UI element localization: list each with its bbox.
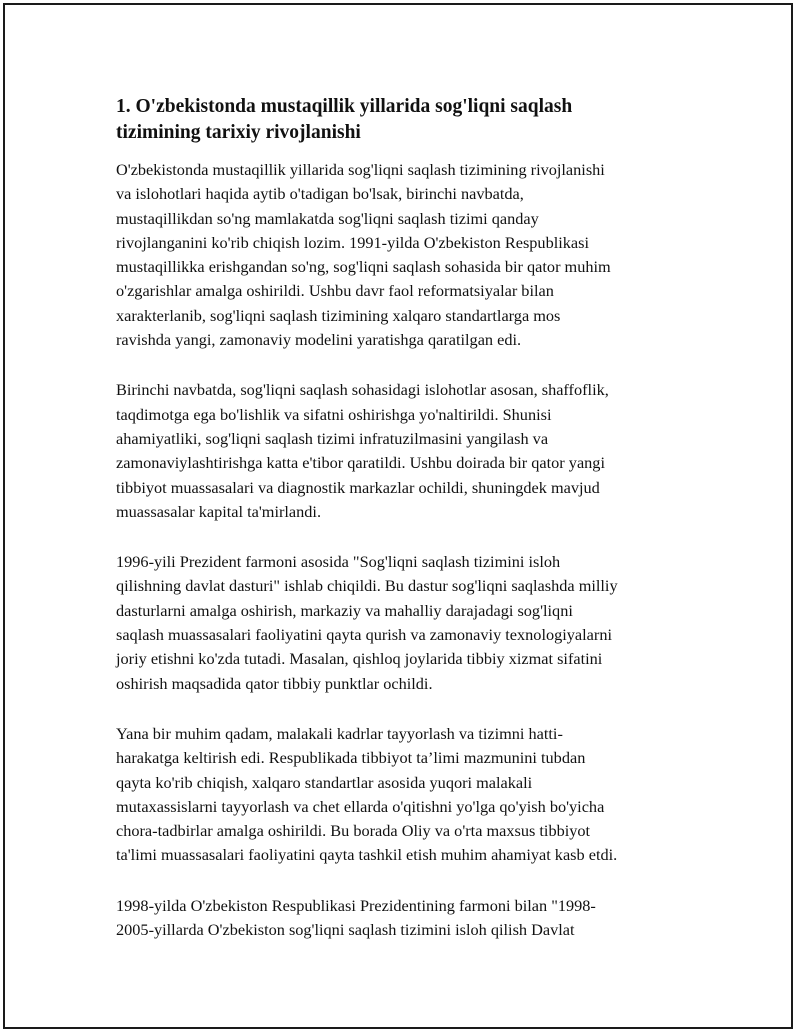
paragraph-1 [116, 158, 706, 352]
text-line: 2005-yillarda O'zbekiston sog'liqni saqlash tizimini isloh qilish Davlat [116, 920, 575, 940]
text-line: mustaqillikka erishgandan so'ng, sog'liqni saqlash sohasida bir qator muhim [116, 257, 611, 277]
title-line: 1. O'zbekistonda mustaqillik yillarida sog'liqni saqlash [116, 96, 573, 117]
text-line: joriy etishni ko'zda tutadi. Masalan, qishloq joylarida tibbiy xizmat sifatini [116, 649, 603, 669]
text-line: Birinchi navbatda, sog'liqni saqlash sohasidagi islohotlar asosan, shaffoflik, [116, 380, 609, 400]
text-line: rivojlanganini ko'rib chiqish lozim. 1991-yilda O'zbekiston Respublikasi [116, 232, 589, 252]
text-line: mustaqillikdan so'ng mamlakatda sog'liqni saqlash tizimi qanday [116, 208, 539, 228]
text-line: muassasalar kapital ta'mirlandi. [116, 501, 322, 521]
paragraph-5 [116, 894, 706, 943]
text-line: va islohotlari haqida aytib o'tadigan bo'lsak, birinchi navbatda, [116, 184, 524, 204]
paragraph-2 [116, 378, 706, 524]
text-line: o'zgarishlar amalga oshirildi. Ushbu davr faol reformatsiyalar bilan [116, 281, 554, 301]
title-line: tizimining tarixiy rivojlanishi [116, 122, 361, 143]
text-line: qayta ko'rib chiqish, xalqaro standartlar asosida yuqori malakali [116, 772, 533, 792]
document-body [116, 94, 706, 968]
text-line: O'zbekistonda mustaqillik yillarida sog'liqni saqlash tizimining rivojlanishi [116, 160, 605, 179]
text-line: ahamiyatliki, sog'liqni saqlash tizimi infratuzilmasini yangilash va [116, 428, 549, 448]
text-line: mutaxassislarni tayyorlash va chet ellarda o'qitishni yo'lga qo'yish bo'yicha [116, 796, 605, 816]
text-line: dasturlarni amalga oshirish, markaziy va mahalliy darajadagi sog'liqni [116, 600, 573, 620]
text-line: zamonaviylashtirishga katta e'tibor qaratildi. Ushbu doirada bir qator yangi [116, 453, 605, 473]
paragraph-3 [116, 550, 706, 696]
text-line: 1996-yili Prezident farmoni asosida "Sog'liqni saqlash tizimini isloh [116, 552, 561, 572]
section-title [116, 94, 706, 146]
text-line: Yana bir muhim qadam, malakali kadrlar tayyorlash va tizimni hatti- [116, 723, 563, 743]
paragraph-4 [116, 722, 706, 868]
text-line: qilishning davlat dasturi" ishlab chiqildi. Bu dastur sog'liqni saqlashda milliy [116, 576, 618, 596]
text-line: xarakterlanib, sog'liqni saqlash tizimining xalqaro standartlarga mos [116, 305, 561, 325]
text-line: saqlash muassasalari faoliyatini qayta qurish va zamonaviy texnologiyalarni [116, 625, 612, 645]
text-line: 1998-yilda O'zbekiston Respublikasi Prezidentining farmoni bilan "1998- [116, 895, 596, 915]
text-line: harakatga keltirish edi. Respublikada tibbiyot ta’limi mazmunini tubdan [116, 748, 586, 768]
text-line: oshirish maqsadida qator tibbiy punktlar ochildi. [116, 673, 433, 693]
text-line: chora-tadbirlar amalga oshirildi. Bu borada Oliy va o'rta maxsus tibbiyot [116, 821, 591, 841]
text-line: taqdimotga ega bo'lishlik va sifatni oshirishga yo'naltirildi. Shunisi [116, 404, 552, 424]
text-line: ravishda yangi, zamonaviy modelini yaratishga qaratilgan edi. [116, 330, 522, 350]
text-line: tibbiyot muassasalari va diagnostik markazlar ochildi, shuningdek mavjud [116, 477, 600, 497]
text-line: ta'limi muassasalari faoliyatini qayta tashkil etish muhim ahamiyat kasb etdi. [116, 845, 618, 865]
